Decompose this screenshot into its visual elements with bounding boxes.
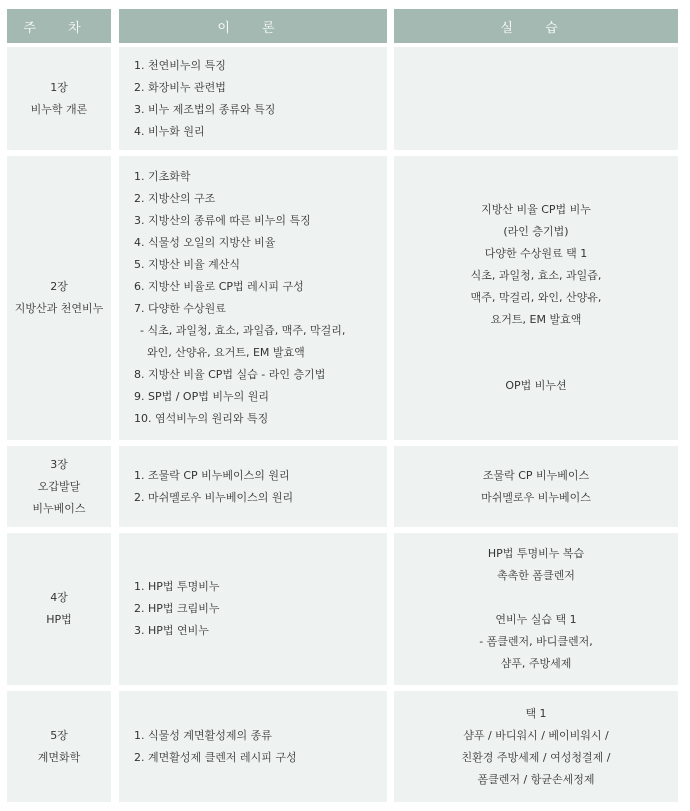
week-number: 2장: [50, 280, 68, 293]
week-title: 오갑발달: [37, 479, 81, 493]
practice-item: 마쉬멜로우 비누베이스: [481, 490, 591, 504]
practice-item: 샴푸, 주방세제: [500, 657, 572, 670]
theory-item: 6. 지방산 비율로 CP법 레시피 구성: [134, 280, 304, 293]
week-number: 3장: [50, 457, 68, 471]
practice-item: 조물락 CP 비누베이스: [482, 468, 590, 482]
theory-cell-2: [119, 156, 387, 440]
practice-item: 다양한 수상원료 택 1: [484, 247, 588, 260]
week-title: 비누학 개론: [30, 102, 88, 116]
practice-item: 지방산 비율 CP법 비누: [481, 203, 591, 216]
practice-item: 친환경 주방세제 / 여성청결제 /: [461, 750, 611, 764]
practice-cell-1: [394, 47, 678, 150]
header-theory: 이 론: [119, 9, 387, 43]
theory-item: 1. 천연비누의 특징: [134, 58, 226, 72]
practice-item: (라인 층기법): [503, 225, 569, 238]
practice-item: - 폼클렌저, 바디클렌저,: [479, 635, 593, 648]
theory-item: 1. 조물락 CP 비누베이스의 원리: [134, 468, 290, 482]
theory-item: 3. 지방산의 종류에 따른 비누의 특징: [134, 214, 311, 227]
week-cell-3: [7, 446, 111, 527]
week-cell-5: [7, 691, 111, 802]
week-number: 4장: [50, 591, 68, 604]
practice-cell-4: [394, 533, 678, 685]
practice-item: 택 1: [525, 706, 547, 720]
practice-item: 식초, 과일청, 효소, 과일즙,: [470, 269, 602, 282]
theory-item: 2. HP법 크림비누: [134, 602, 220, 615]
practice-cell-5: [394, 691, 678, 802]
theory-item: 2. 마쉬멜로우 비누베이스의 원리: [134, 490, 294, 504]
practice-item: 맥주, 막걸리, 와인, 산양유,: [470, 291, 602, 304]
practice-item: 촉촉한 폼클렌저: [497, 569, 575, 582]
theory-item: 2. 화장비누 관련법: [134, 80, 226, 94]
week-title: HP법: [46, 613, 72, 626]
theory-item: 3. HP법 연비누: [134, 624, 209, 637]
week-number: 1장: [50, 80, 68, 94]
practice-item: 요거트, EM 발효액: [490, 313, 582, 326]
theory-item: 10. 염석비누의 원리와 특징: [134, 412, 269, 425]
week-cell-4: [7, 533, 111, 685]
week-number: 5장: [50, 728, 68, 742]
week-cell-2: [7, 156, 111, 440]
header-week: 주 차: [7, 9, 111, 43]
practice-item: HP법 투명비누 복습: [487, 547, 585, 560]
theory-cell-3: [119, 446, 387, 527]
theory-item: 2. 계면활성제 클렌저 레시피 구성: [134, 750, 297, 764]
theory-item: 8. 지방산 비율 CP법 실습 - 라인 층기법: [134, 368, 326, 381]
theory-cell-5: [119, 691, 387, 802]
theory-item: 9. SP법 / OP법 비누의 원리: [134, 390, 269, 403]
theory-cell-4: [119, 533, 387, 685]
practice-item: 연비누 실습 택 1: [495, 613, 577, 626]
theory-item: 1. 기초화학: [134, 170, 191, 183]
theory-item: 1. HP법 투명비누: [134, 580, 220, 593]
practice-cell-2: [394, 156, 678, 440]
theory-item: 4. 비누화 원리: [134, 124, 205, 138]
theory-item: 4. 식물성 오일의 지방산 비율: [134, 236, 276, 249]
theory-item: 7. 다양한 수상원료: [134, 302, 226, 315]
theory-item: 2. 지방산의 구조: [134, 192, 216, 205]
practice-item: OP법 비누션: [505, 379, 567, 392]
theory-item: 3. 비누 제조법의 종류와 특징: [134, 102, 276, 116]
practice-item: 폼클렌저 / 항균손세정제: [477, 772, 595, 786]
practice-item: 샴푸 / 바디워시 / 베이비워시 /: [463, 728, 609, 742]
week-title: 계면화학: [37, 750, 81, 764]
header-practice: 실 습: [394, 9, 678, 43]
practice-cell-3: [394, 446, 678, 527]
theory-cell-1: [119, 47, 387, 150]
week-cell-1: [7, 47, 111, 150]
theory-item: 1. 식물성 계면활성제의 종류: [134, 728, 272, 742]
theory-subitem: 와인, 산양유, 요거트, EM 발효액: [147, 346, 305, 359]
week-title: 지방산과 천연비누: [14, 302, 104, 315]
theory-subitem: - 식초, 과일청, 효소, 과일즙, 맥주, 막걸리,: [140, 324, 346, 337]
theory-item: 5. 지방산 비율 계산식: [134, 258, 240, 271]
week-title: 비누베이스: [32, 501, 86, 515]
